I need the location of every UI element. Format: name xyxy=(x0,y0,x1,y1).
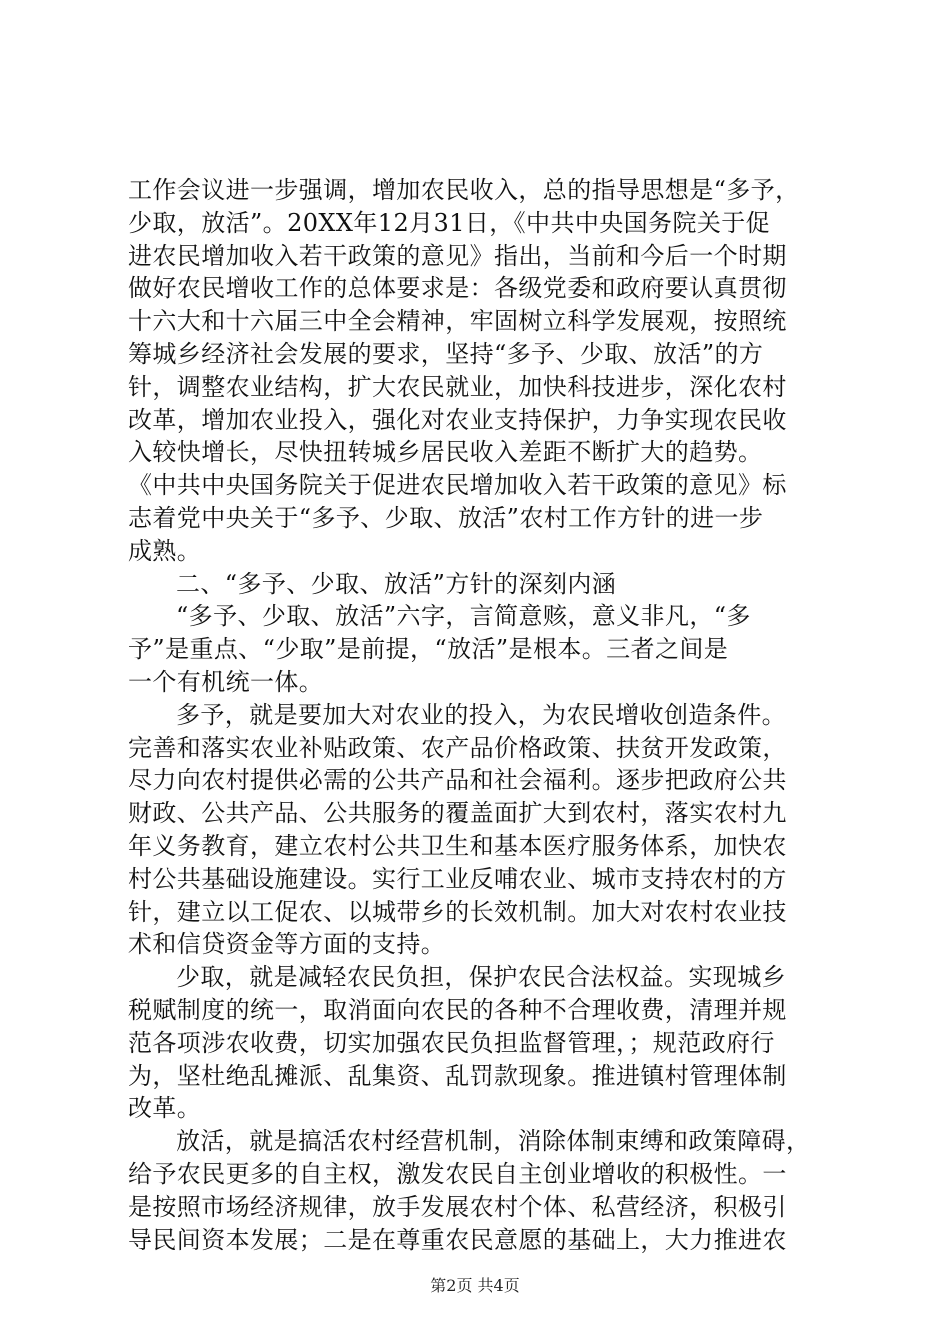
text-line: 工作会议进一步强调，增加农民收入，总的指导思想是“多予， xyxy=(128,176,800,204)
text-line: “多予、少取、放活”六字，言简意赅，意义非凡，“多 xyxy=(176,602,751,631)
text-line: 财政、公共产品、公共服务的覆盖面扩大到农村，落实农村九 xyxy=(128,799,787,828)
text-line: 针，调整农业结构，扩大农民就业，加快科技进步，深化农村 xyxy=(128,372,787,401)
text-line: 完善和落实农业补贴政策、农产品价格政策、扶贫开发政策， xyxy=(128,733,787,762)
text-line: 十六大和十六届三中全会精神，牢固树立科学发展观，按照统 xyxy=(128,307,787,336)
text-line: 多予，就是要加大对农业的投入，为农民增收创造条件。 xyxy=(176,700,786,729)
text-line: 针，建立以工促农、以城带乡的长效机制。加大对农村农业技 xyxy=(128,897,787,926)
text-line: 是按照市场经济规律，放手发展农村个体、私营经济，积极引 xyxy=(128,1192,787,1221)
text-line: 导民间资本发展；二是在尊重农民意愿的基础上，大力推进农 xyxy=(128,1225,787,1254)
text-line: 进农民增加收入若干政策的意见》指出，当前和今后一个时期 xyxy=(128,241,787,270)
text-line: 入较快增长，尽快扭转城乡居民收入差距不断扩大的趋势。 xyxy=(128,438,763,467)
text-line: 做好农民增收工作的总体要求是：各级党委和政府要认真贯彻 xyxy=(128,274,787,303)
page-number-footer: 第2页 共4页 xyxy=(430,1276,520,1295)
text-line: 予”是重点、“少取”是前提，“放活”是根本。三者之间是 xyxy=(128,635,729,664)
text-line: 《中共中央国务院关于促进农民增加收入若干政策的意见》标 xyxy=(128,471,787,500)
text-line: 税赋制度的统一，取消面向农民的各种不合理收费，清理并规 xyxy=(128,995,787,1024)
text-line: 少取，就是减轻农民负担，保护农民合法权益。实现城乡 xyxy=(176,963,786,992)
text-line: 术和信贷资金等方面的支持。 xyxy=(128,930,446,959)
text-line: 放活，就是搞活农村经营机制，消除体制束缚和政策障碍， xyxy=(176,1127,811,1156)
section-heading: 二、“多予、少取、放活”方针的深刻内涵 xyxy=(176,569,617,598)
text-line: 给予农民更多的自主权，激发农民自主创业增收的积极性。一 xyxy=(128,1159,787,1188)
text-line: 少取，放活”。20XX年12月31日，《中共中央国务院关于促 xyxy=(128,208,771,237)
document-body xyxy=(128,174,828,1256)
text-line: 村公共基础设施建设。实行工业反哺农业、城市支持农村的方 xyxy=(128,864,787,893)
text-line: 改革。 xyxy=(128,1094,202,1123)
text-line: 改革，增加农业投入，强化对农业支持保护，力争实现农民收 xyxy=(128,405,787,434)
text-line: 一个有机统一体。 xyxy=(128,667,324,696)
text-line: 年义务教育，建立农村公共卫生和基本医疗服务体系，加快农 xyxy=(128,831,787,860)
text-line: 尽力向农村提供必需的公共产品和社会福利。逐步把政府公共 xyxy=(128,766,787,795)
text-line: 范各项涉农收费，切实加强农民负担监督管理，；规范政府行 xyxy=(128,1028,775,1057)
text-line: 为，坚杜绝乱摊派、乱集资、乱罚款现象。推进镇村管理体制 xyxy=(128,1061,787,1090)
text-line: 成熟。 xyxy=(128,536,202,565)
text-line: 筹城乡经济社会发展的要求，坚持“多予、少取、放活”的方 xyxy=(128,339,764,368)
text-line: 志着党中央关于“多予、少取、放活”农村工作方针的进一步 xyxy=(128,503,764,532)
